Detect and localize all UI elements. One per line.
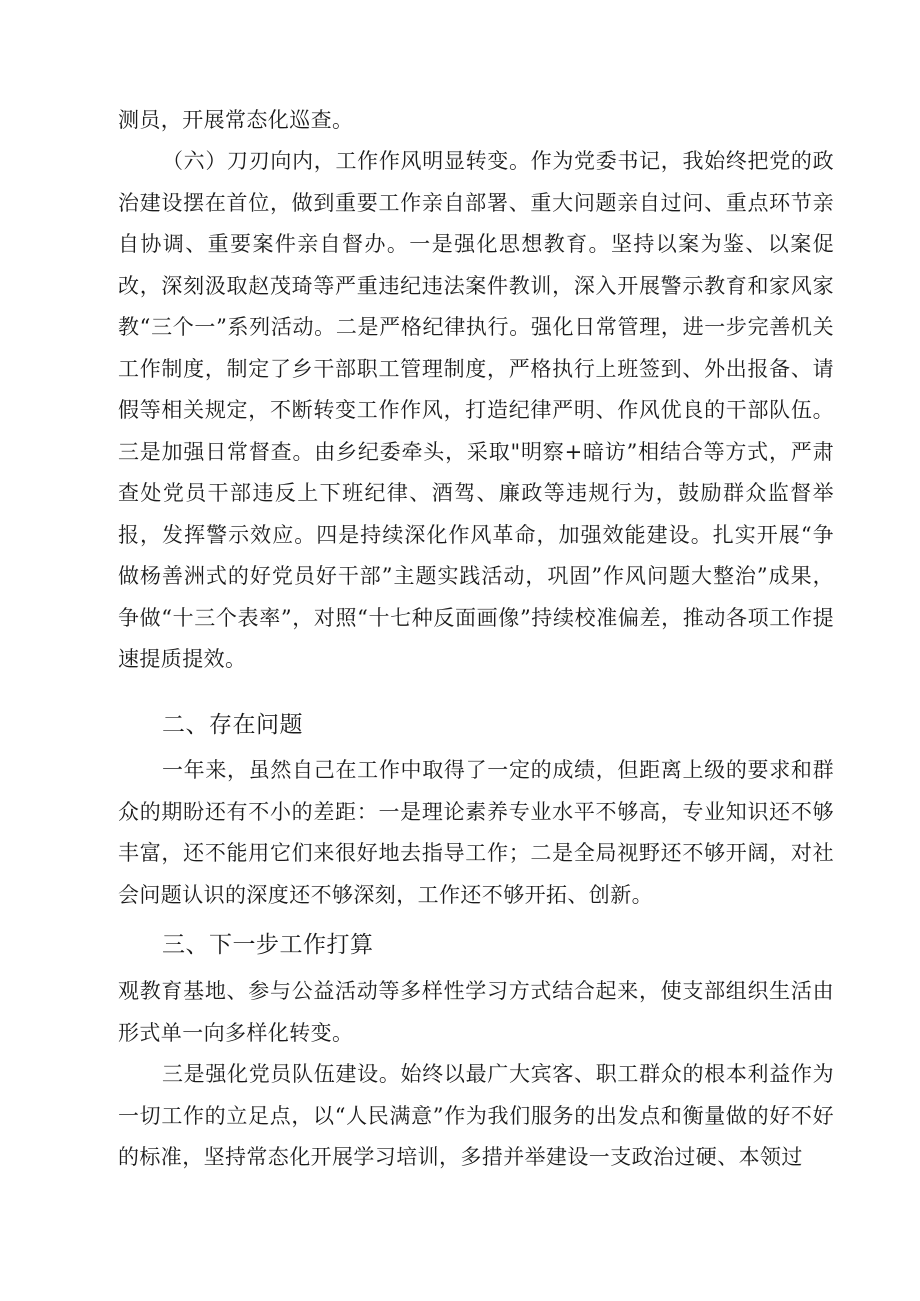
section-heading-problems: 二、存在问题 [162, 712, 303, 738]
section-heading-next-steps: 三、下一步工作打算 [162, 932, 374, 958]
paragraph-study-methods: 观教育基地、参与公益活动等多样性学习方式结合起来，使支部组织生活由形式单一向多样化转变。 [118, 979, 834, 1045]
paragraph-problems: 一年来，虽然自己在工作中取得了一定的成绩，但距离上级的要求和群众的期盼还有不小的差距：一是理论素养专业水平不够高，专业知识还不够丰富，还不能用它们来很好地去指导工作；二是全局视野还不够开阔，对社会问题认识的深度还不够深刻，工作还不够开拓、创新。 [118, 758, 834, 907]
paragraph-team-building: 三是强化党员队伍建设。始终以最广大宾客、职工群众的根本利益作为一切工作的立足点，以“人民满意”作为我们服务的出发点和衡量做的好不好的标准，坚持常态化开展学习培训，多措并举建设一支政治过硬、本领过 [118, 1062, 834, 1169]
paragraph-work-style: （六）刀刃向内，工作作风明显转变。作为党委书记，我始终把党的政治建设摆在首位，做到重要工作亲自部署、重大问题亲自过问、重点环节亲自协调、重要案件亲自督办。一是强化思想教育。坚持以案为鉴、以案促改，深刻汲取赵茂琦等严重违纪违法案件教训，深入开展警示教育和家风家教“三个一”系列活动。二是严格纪律执行。强化日常管理，进一步完善机关工作制度，制定了乡干部职工管理制度，严格执行上班签到、外出报备、请假等相关规定，不断转变工作作风，打造纪律严明、作风优良的干部队伍。三是加强日常督查。由乡纪委牵头，采取"明察+暗访”相结合等方式，严肃查处党员干部违反上下班纪律、酒驾、廉政等违规行为，鼓励群众监督举报，发挥警示效应。四是持续深化作风革命，加强效能建设。扎实开展“争做杨善洲式的好党员好干部”主题实践活动，巩固”作风问题大整治”成果，争做“十三个表率”，对照“十七种反面画像”持续校准偏差，推动各项工作提速提质提效。 [118, 149, 834, 671]
paragraph-continuation: 测员，开展常态化巡查。 [118, 108, 354, 132]
